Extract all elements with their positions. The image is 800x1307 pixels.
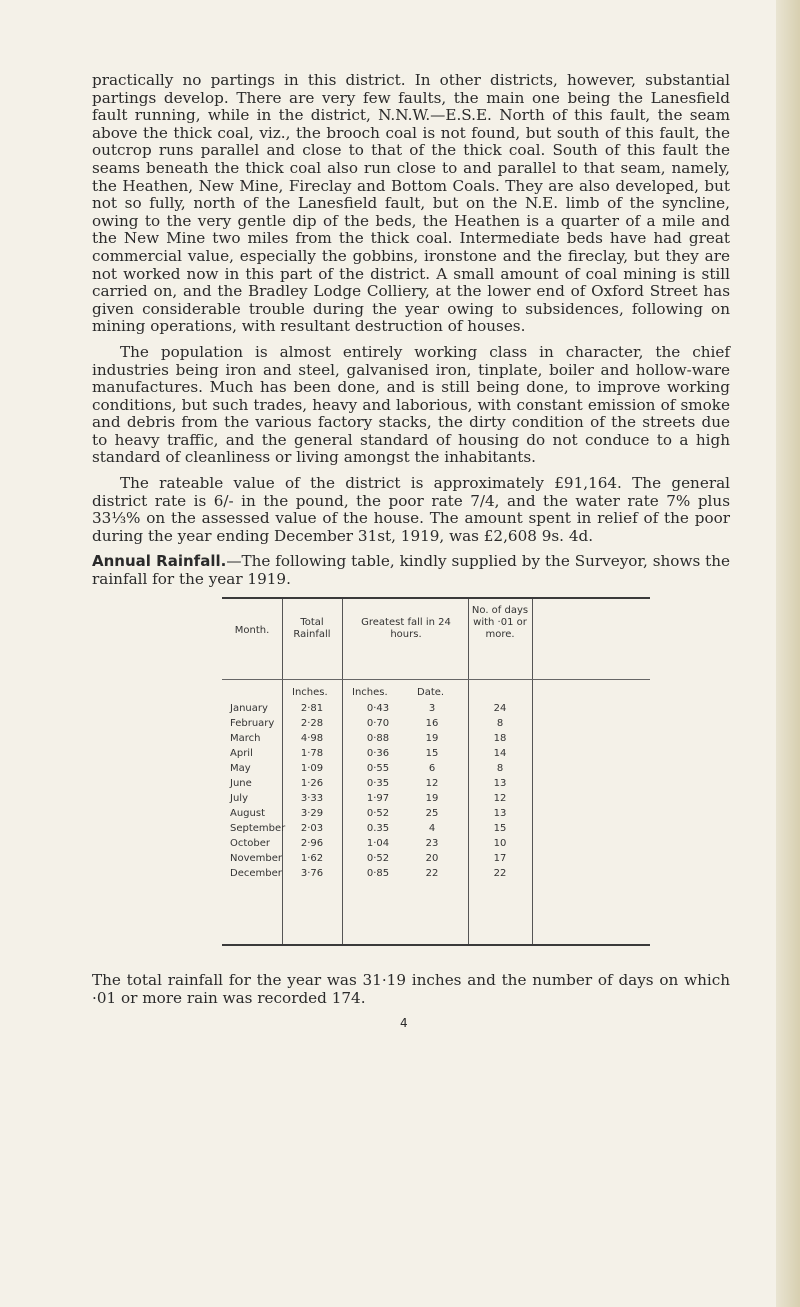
cell-greatest: 0·52 — [366, 808, 390, 819]
header-greatest-fall: Greatest fall in 24 hours. — [361, 617, 451, 640]
cell-days: 13 — [493, 808, 507, 819]
table-row — [222, 763, 650, 778]
cell-date: 3 — [428, 703, 436, 714]
cell-month: December — [230, 868, 282, 879]
cell-days: 8 — [496, 763, 504, 774]
cell-date: 6 — [428, 763, 436, 774]
cell-month: February — [230, 718, 275, 729]
cell-date: 15 — [425, 748, 439, 759]
units-inches-total: Inches. — [292, 687, 328, 698]
cell-date: 23 — [425, 838, 439, 849]
cell-date: 19 — [425, 733, 439, 744]
cell-total: 3·33 — [300, 793, 324, 804]
units-inches-greatest: Inches. — [352, 687, 388, 698]
cell-days: 15 — [493, 823, 507, 834]
cell-days: 17 — [493, 853, 507, 864]
cell-date: 25 — [425, 808, 439, 819]
cell-days: 14 — [493, 748, 507, 759]
units-date: Date. — [417, 687, 445, 698]
cell-month: July — [230, 793, 248, 804]
cell-total: 3·29 — [300, 808, 324, 819]
cell-greatest: 0·55 — [366, 763, 390, 774]
page-edge-shadow — [776, 0, 800, 1307]
table-row — [222, 868, 650, 883]
table-row — [222, 853, 650, 868]
cell-greatest: 0·52 — [366, 853, 390, 864]
cell-total: 1·78 — [300, 748, 324, 759]
cell-month: June — [230, 778, 252, 789]
table-row — [222, 823, 650, 838]
cell-greatest: 1·04 — [366, 838, 390, 849]
cell-total: 4·98 — [300, 733, 324, 744]
cell-days: 18 — [493, 733, 507, 744]
paragraph-geology: practically no partings in this district. In other districts, however, substantial partings develop. There are very few faults, the main one being the Lanesfield fault running, while in the district, N.N.W.—E.S.E. North of this fault, the seam above the thick coal, viz., the brooch coal is not found, but south of this fault, the outcrop runs parallel and close to that of the thick coal. South of this fault the seams beneath the thick coal also run close to and parallel to that seam, namely, the Heathen, New Mine, Fireclay and Bottom Coals. They are also developed, but not so fully, north of the Lanesfield fault, but on the N.E. limb of the syncline, owing to the very gentle dip of the beds, the Heathen is a quarter of a mile and the New Mine two miles from the thick coal. Intermediate beds have had great commercial value, especially the gobbins, ironstone and the fireclay, but they are not worked now in this part of the district. A small amount of coal mining is still carried on, and the Bradley Lodge Colliery, at the lower end of Oxford Street has given considerable trouble during the year owing to subsidences, following on mining operations, with resultant destruction of houses. — [92, 71, 730, 336]
page-number: 4 — [400, 1016, 408, 1030]
cell-date: 22 — [425, 868, 439, 879]
table-row — [222, 718, 650, 733]
cell-days: 24 — [493, 703, 507, 714]
paragraph-rateable-value: The rateable value of the district is approximately £91,164. The general district rate is 6/- in the pound, the poor rate 7/4, and the water rate 7% plus 33⅓% on the assessed value of the house. The amount spent in relief of the poor during the year ending December 31st, 1919, was £2,608 9s. 4d. — [92, 474, 730, 545]
rainfall-intro-text: —The following table, kindly supplied by the Surveyor, shows the rainfall for the year 1919. — [92, 552, 730, 589]
table-row — [222, 703, 650, 718]
table-row — [222, 793, 650, 808]
header-days-count: No. of days with ·01 or more. — [471, 605, 529, 640]
cell-month: October — [230, 838, 271, 849]
cell-greatest: 0·85 — [366, 868, 390, 879]
table-row — [222, 733, 650, 748]
cell-month: September — [230, 823, 286, 834]
cell-days: 12 — [493, 793, 507, 804]
table-row — [222, 838, 650, 853]
cell-greatest: 0·36 — [366, 748, 390, 759]
header-rule — [222, 679, 650, 680]
table-row — [222, 778, 650, 793]
cell-total: 2·81 — [300, 703, 324, 714]
header-total-rainfall: Total Rainfall — [293, 617, 331, 640]
cell-days: 22 — [493, 868, 507, 879]
cell-date: 19 — [425, 793, 439, 804]
cell-days: 8 — [496, 718, 504, 729]
cell-greatest: 1·97 — [366, 793, 390, 804]
cell-month: August — [230, 808, 265, 819]
header-month: Month. — [234, 625, 270, 636]
cell-date: 16 — [425, 718, 439, 729]
paragraph-population: The population is almost entirely working class in character, the chief industries being iron and steel, galvanised iron, tinplate, boiler and hollow-ware manufactures. Much has been done, and is still being done, to improve working conditions, but such trades, heavy and laborious, with constant emission of smoke and debris from the various factory stacks, the dirty condition of the streets due to heavy traffic, and the general standard of housing do not conduce to a high standard of cleanliness or living amongst the inhabitants. — [92, 342, 730, 467]
cell-total: 3·76 — [300, 868, 324, 879]
cell-total: 1·09 — [300, 763, 324, 774]
cell-month: November — [230, 853, 283, 864]
paragraph-rainfall-intro — [92, 553, 730, 588]
cell-greatest: 0·70 — [366, 718, 390, 729]
cell-month: March — [230, 733, 261, 744]
cell-total: 2·28 — [300, 718, 324, 729]
cell-greatest: 0·43 — [366, 703, 390, 714]
cell-greatest: 0.35 — [366, 823, 390, 834]
cell-month: April — [230, 748, 253, 759]
cell-total: 1·26 — [300, 778, 324, 789]
cell-greatest: 0·88 — [366, 733, 390, 744]
table-row — [222, 808, 650, 823]
cell-date: 4 — [428, 823, 436, 834]
cell-month: May — [230, 763, 251, 774]
rainfall-summary: The total rainfall for the year was 31·19 inches and the number of days on which ·01 or more rain was recorded 174. — [92, 971, 730, 1007]
cell-month: January — [230, 703, 268, 714]
cell-date: 20 — [425, 853, 439, 864]
body-text — [92, 72, 730, 597]
cell-days: 10 — [493, 838, 507, 849]
cell-total: 1·62 — [300, 853, 324, 864]
rainfall-heading: Annual Rainfall. — [92, 552, 227, 571]
cell-days: 13 — [493, 778, 507, 789]
cell-total: 2·03 — [300, 823, 324, 834]
cell-date: 12 — [425, 778, 439, 789]
cell-greatest: 0·35 — [366, 778, 390, 789]
table-row — [222, 748, 650, 763]
cell-total: 2·96 — [300, 838, 324, 849]
rainfall-table — [222, 597, 650, 946]
